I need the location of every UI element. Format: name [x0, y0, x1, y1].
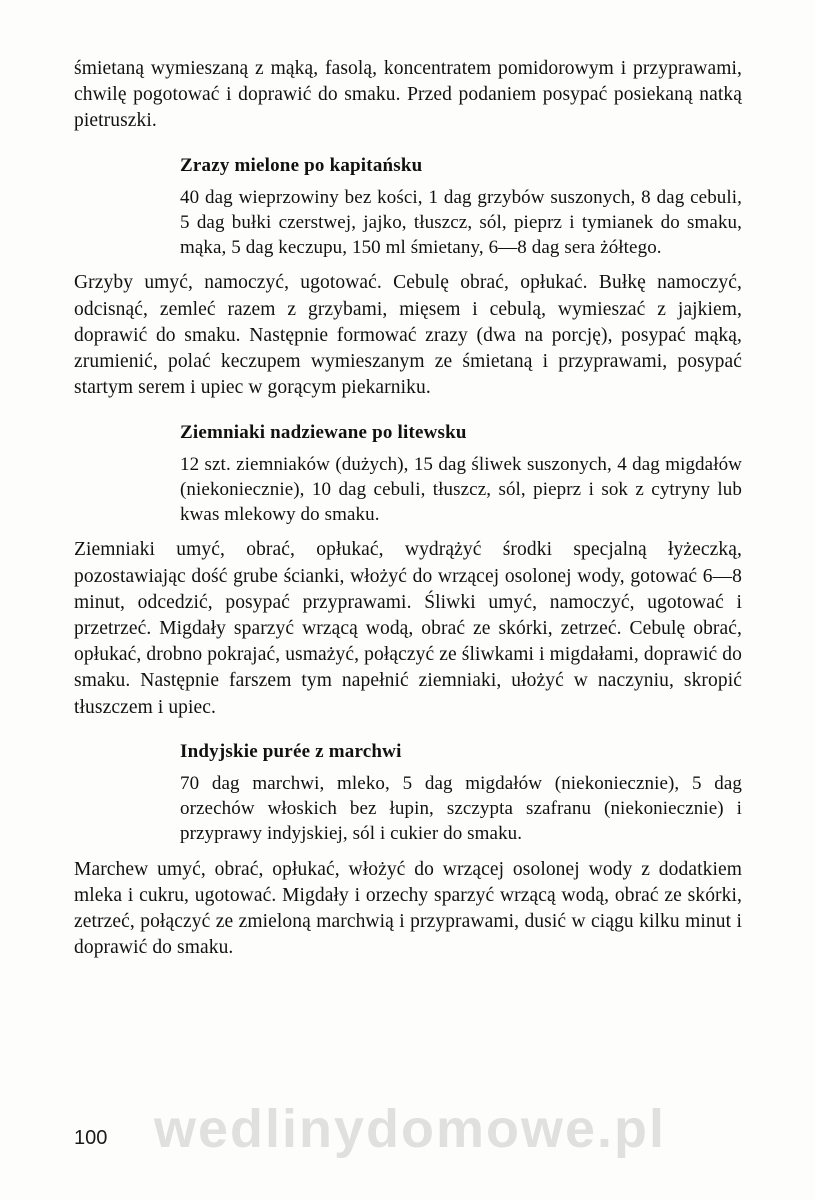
recipe-ingredients-2: 12 szt. ziemniaków (dużych), 15 dag śliwek suszonych, 4 dag migdałów (niekoniecznie), 10 dag cebuli, tłuszcz, sól, pieprz i sok z cytryny lub kwas mlekowy do smaku.	[180, 453, 742, 526]
recipe-title-3: Indyjskie purée z marchwi	[180, 740, 402, 762]
recipe-ingredients-3: 70 dag marchwi, mleko, 5 dag migdałów (niekoniecznie), 5 dag orzechów włoskich bez łupin, szczypta szafranu (niekoniecznie) i przyprawy indyjskiej, sól i cukier do smaku.	[180, 772, 742, 845]
recipe-ingredients-1: 40 dag wieprzowiny bez kości, 1 dag grzybów suszonych, 8 dag cebuli, 5 dag bułki czerstwej, jajko, tłuszcz, sól, pieprz i tymianek do smaku, mąka, 5 dag keczupu, 150 ml śmietany, 6—8 dag sera żółtego.	[180, 186, 742, 259]
recipe-title-2: Ziemniaki nadziewane po litewsku	[180, 421, 467, 443]
recipe-instructions-3: Marchew umyć, obrać, opłukać, włożyć do wrzącej osolonej wody z dodatkiem mleka i cukru, ugotować. Migdały i orzechy sparzyć wrzącą wodą, obrać ze skórki, zetrzeć, połączyć ze zmieloną marchwią i przyprawami, dusić w ciągu kilku minut i doprawić do smaku.	[74, 858, 742, 959]
recipe-instructions-1: Grzyby umyć, namoczyć, ugotować. Cebulę obrać, opłukać. Bułkę namoczyć, odcisnąć, zemleć razem z grzybami, mięsem i cebulą, wymieszać z jajkiem, doprawić do smaku. Następnie formować zrazy (dwa na porcję), posypać mąką, zrumienić, polać keczupem wymieszanym ze śmietaną i przyprawami, posypać startym serem i upiec w gorącym piekarniku.	[74, 272, 742, 399]
intro-paragraph: śmietaną wymieszaną z mąką, fasolą, koncentratem pomidorowym i przyprawami, chwilę pogotować i doprawić do smaku. Przed podaniem posypać posiekaną natką pietruszki.	[74, 58, 742, 132]
page-number: 100	[74, 1127, 108, 1149]
recipe-title-1: Zrazy mielone po kapitańsku	[180, 154, 423, 176]
watermark: wedlinydomowe.pl	[153, 1099, 667, 1159]
recipe-instructions-2: Ziemniaki umyć, obrać, opłukać, wydrążyć środki specjalną łyżeczką, pozostawiając dość grube ścianki, włożyć do wrzącej osolonej wody, gotować 6—8 minut, odcedzić, posypać przyprawami. Śliwki umyć, namoczyć, ugotować i przetrzeć. Migdały sparzyć wrzącą wodą, obrać ze skórki, zetrzeć. Cebulę obrać, opłukać, drobno pokrajać, usmażyć, połączyć ze śliwkami i migdałami, doprawić do smaku. Następnie farszem tym napełnić ziemniaki, ułożyć w naczyniu, skropić tłuszczem i upiec.	[74, 539, 742, 718]
page-content	[74, 56, 742, 962]
